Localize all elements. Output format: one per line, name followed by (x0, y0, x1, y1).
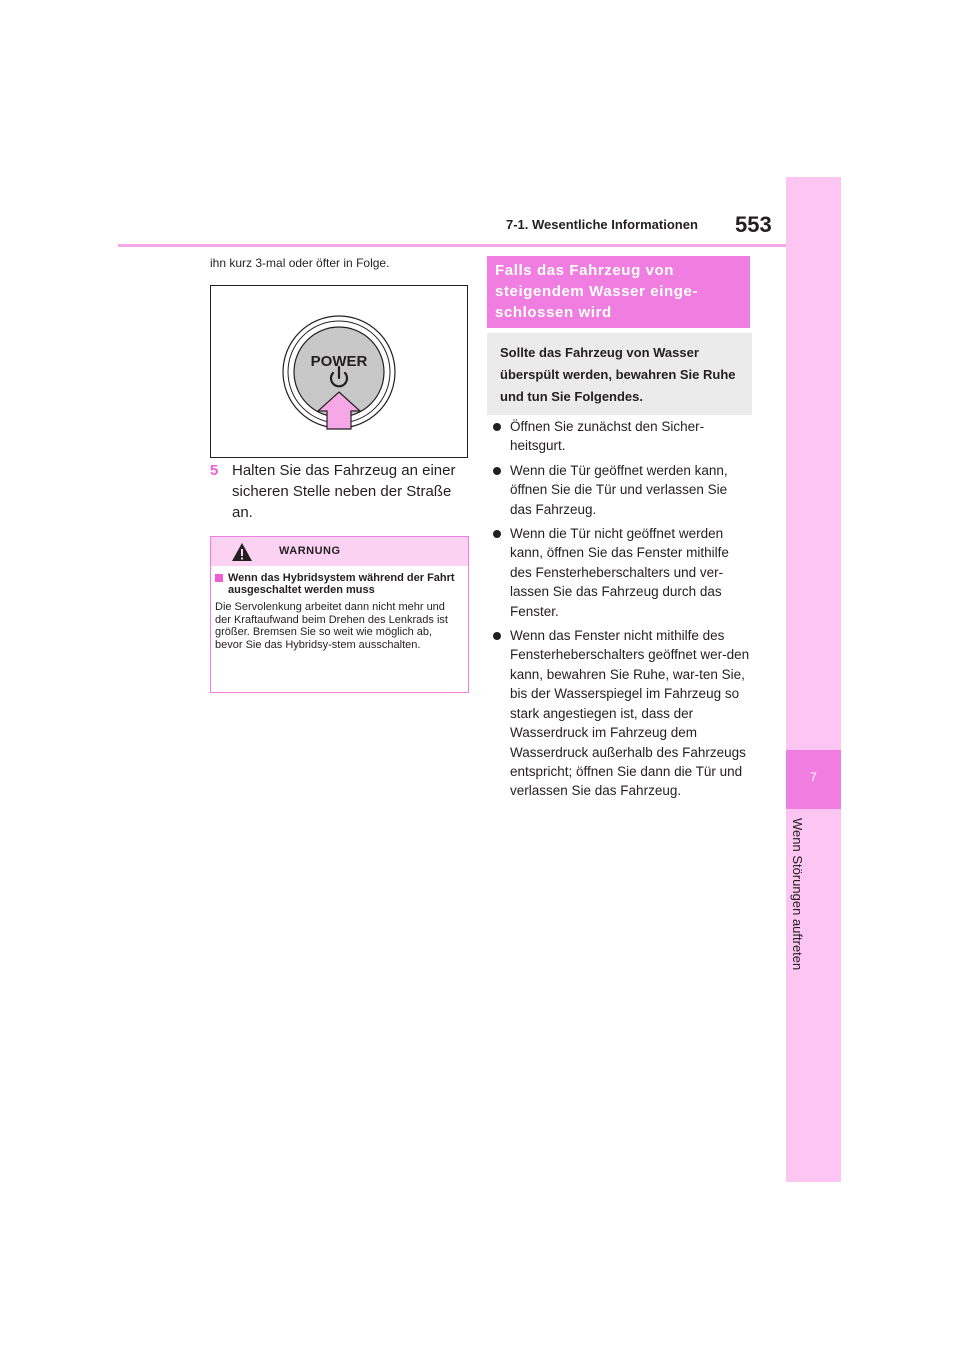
warning-body: Die Servolenkung arbeitet dann nicht mehr und der Kraftaufwand beim Drehen des Lenkrads ist größer. Bremsen Sie so weit wie möglich ab, bevor Sie das Hybridsy-stem ausschalten. (215, 601, 448, 651)
list-item-text: Wenn die Tür geöffnet werden kann, öffnen Sie die Tür und verlassen Sie das Fahrzeug. (510, 462, 728, 517)
list-item (490, 626, 752, 801)
bullet-icon (493, 423, 501, 431)
page-number: 553 (735, 212, 772, 237)
chapter-side-tab (786, 177, 841, 1182)
power-label: POWER (310, 353, 368, 370)
bullet-icon (493, 632, 501, 640)
warning-heading-text: Wenn das Hybridsystem während der Fahrt ausgeschaltet werden muss (228, 572, 455, 596)
warning-title: WARNUNG (279, 545, 341, 557)
step-text: Halten Sie das Fahrzeug an einer sicheren Stelle neben der Straße an. (232, 462, 456, 521)
section-lead: Sollte das Fahrzeug von Wasser überspült werden, bewahren Sie Ruhe und tun Sie Folgendes. (487, 333, 752, 415)
warning-header (211, 537, 468, 566)
list-item (490, 461, 752, 519)
bullet-icon (493, 530, 501, 538)
bullet-icon (493, 467, 501, 475)
header-section-title: 7-1. Wesentliche Informationen (506, 217, 698, 232)
warning-triangle-icon (231, 542, 253, 562)
list-item-text: Öffnen Sie zunächst den Sicher-heitsgurt. (510, 419, 705, 454)
power-button-illustration (211, 286, 467, 457)
list-item-text: Wenn das Fenster nicht mithilfe des Fensterheberschalters geöffnet wer-den kann, bewahren Sie Ruhe, war-ten Sie, bis der Wasserspiegel im Fahrzeug so stark angestiegen ist, dass der Wasserdruck im Fahrzeug dem Wasserdruck außerhalb des Fahrzeugs entspricht; öffnen Sie dann die Tür und verlassen Sie das Fahrzeug. (510, 628, 750, 799)
chapter-title: Wenn Störungen auftreten (790, 818, 805, 971)
power-button-figure (210, 285, 468, 458)
intro-text: ihn kurz 3-mal oder öfter in Folge. (210, 256, 390, 270)
list-item (490, 524, 752, 621)
chapter-number: 7 (810, 770, 817, 784)
list-item-text: Wenn die Tür nicht geöffnet werden kann, öffnen Sie das Fenster mithilfe des Fensterheberschalters und ver-lassen Sie das Fahrzeug durch das Fenster. (510, 526, 729, 619)
warning-item-heading (211, 566, 468, 596)
header-rule (118, 244, 786, 247)
warning-box (210, 536, 469, 693)
section-title: Falls das Fahrzeug von steigendem Wasser einge-schlossen wird (487, 256, 750, 328)
list-item (490, 417, 752, 456)
instruction-list (490, 417, 752, 806)
step-number: 5 (210, 462, 219, 479)
warning-square-icon (215, 574, 223, 582)
step-5 (210, 460, 472, 523)
